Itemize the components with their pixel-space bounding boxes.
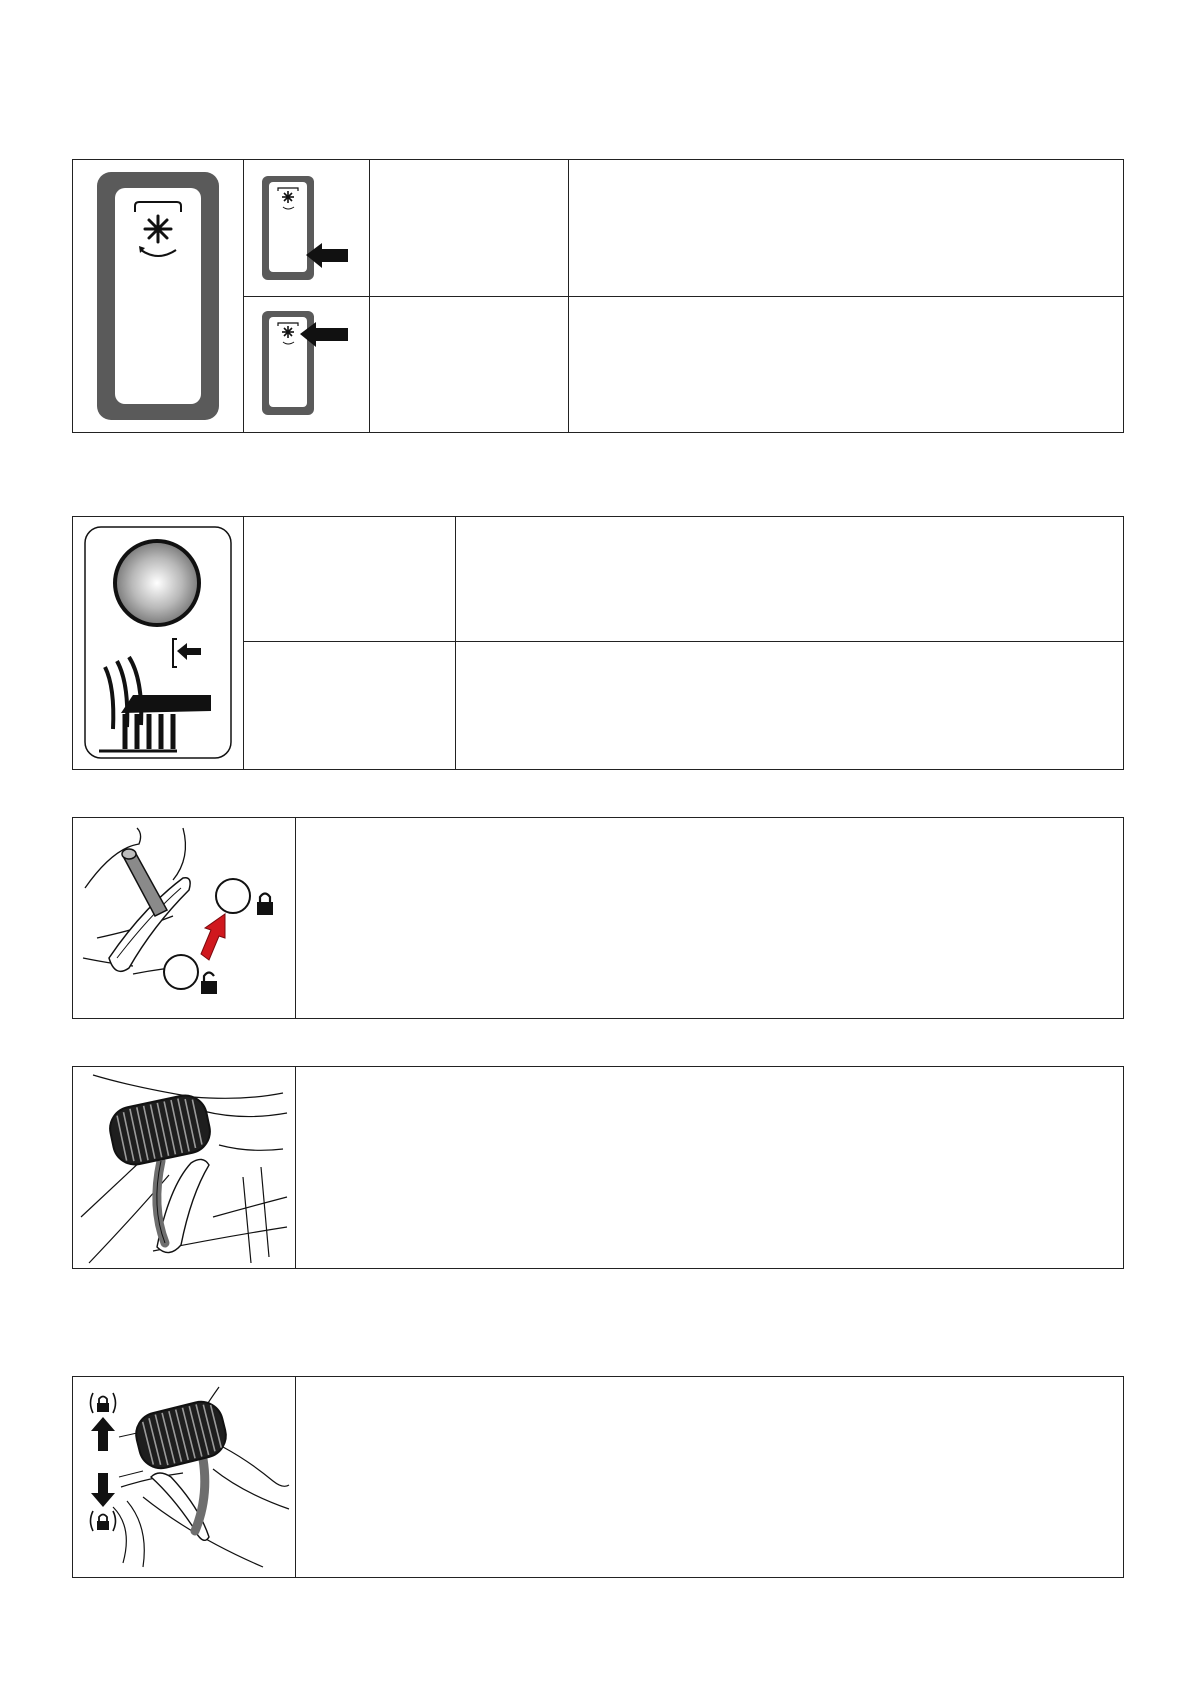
switch-pressed-lower-image xyxy=(244,160,368,296)
pedal-lock-table xyxy=(72,1376,1124,1578)
knob-table xyxy=(72,516,1124,770)
switch-panel-large-image xyxy=(73,160,243,432)
switch-pressed-upper-image xyxy=(244,297,368,432)
knob-and-seat-image xyxy=(73,517,243,769)
lock-lever-image xyxy=(73,818,295,1018)
pedal-table xyxy=(72,1066,1124,1269)
pedal-lock-image xyxy=(73,1377,295,1577)
lever-table xyxy=(72,817,1124,1019)
pedal-image xyxy=(73,1067,295,1268)
switch-table xyxy=(72,159,1124,433)
